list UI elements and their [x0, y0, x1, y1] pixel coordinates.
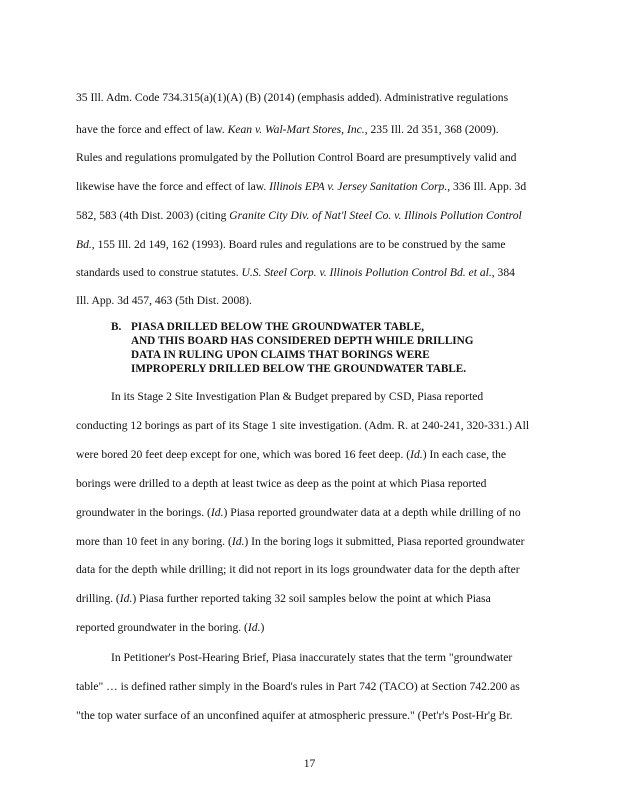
body-text-line [76, 680, 520, 694]
text-segment: drilling. ( [76, 592, 120, 605]
section-heading [111, 320, 424, 334]
body-text-line [76, 592, 491, 606]
body-text-line [76, 180, 526, 194]
text-segment: 155 Ill. 2d 149, 162 (1993). Board rules and regulations are to be construed by the same [97, 238, 506, 251]
page-number: 17 [303, 757, 316, 770]
text-segment: conducting 12 borings as part of its Stage 1 site investigation. (Adm. R. at 240-241, 320-331.) All [76, 419, 530, 432]
case-citation: Kean v. Wal-Mart Stores, Inc. [227, 123, 365, 136]
case-citation: Illinois EPA v. Jersey Sanitation Corp. [269, 180, 448, 193]
id-citation: Id. [247, 621, 261, 634]
body-text-line [76, 506, 521, 520]
text-segment: standards used to construe statutes. [76, 266, 239, 279]
id-citation: Id. [410, 448, 423, 461]
heading-line: PIASA DRILLED BELOW THE GROUNDWATER TABLE, [131, 321, 425, 333]
text-segment: reported groundwater in the boring. ( [76, 621, 248, 634]
text-segment: Rules and regulations promulgated by the Pollution Control Board are presumptively valid and [76, 151, 517, 164]
text-segment: ) Piasa reported groundwater data at a depth while drilling of no [223, 506, 521, 519]
body-text-line [76, 151, 516, 165]
body-text-line [111, 651, 512, 665]
case-citation: U.S. Steel Corp. v. Illinois Pollution Control Bd. et al. [241, 266, 492, 279]
body-text-line [76, 477, 486, 491]
text-segment: data for the depth while drilling; it did not report in its logs groundwater data for the depth after [76, 563, 520, 576]
id-citation: Id. [231, 535, 245, 548]
text-segment: likewise have the force and effect of law. [76, 180, 267, 193]
body-text-line [76, 563, 520, 577]
section-heading-line [131, 348, 430, 362]
text-segment: In Petitioner's Post-Hearing Brief, Piasa inaccurately states that the term "groundwater [111, 651, 513, 664]
text-segment: In its Stage 2 Site Investigation Plan & Budget prepared by CSD, Piasa reported [111, 390, 484, 403]
section-heading-line [131, 334, 473, 348]
text-segment: ) Piasa further reported taking 32 soil samples below the point at which Piasa [132, 592, 491, 605]
text-segment: , 235 Ill. 2d 351, 368 (2009). [364, 123, 499, 136]
text-segment: ) [260, 621, 265, 634]
body-text-line [76, 535, 525, 549]
body-text-line [76, 209, 522, 223]
heading-line: IMPROPERLY DRILLED BELOW THE GROUNDWATER TABLE. [131, 363, 467, 375]
body-text-line [76, 621, 264, 635]
text-segment: table" … is defined rather simply in the Board's rules in Part 742 (TACO) at Section 742.200 as [76, 680, 520, 693]
text-segment: Ill. App. 3d 457, 463 (5th Dist. 2008). [76, 294, 252, 307]
body-text-line [76, 123, 499, 137]
body-text-line [76, 419, 529, 433]
text-segment: were bored 20 feet deep except for one, which was bored 16 feet deep. ( [76, 448, 411, 461]
text-segment: 582, 583 (4th Dist. 2003) (citing [76, 209, 227, 222]
body-text-line [76, 448, 506, 462]
text-segment: borings were drilled to a depth at least twice as deep as the point at which Piasa reported [76, 477, 487, 490]
text-segment: have the force and effect of law. [76, 123, 225, 136]
body-text-line [111, 390, 483, 404]
id-citation: Id. [119, 592, 133, 605]
body-text-line [76, 294, 252, 308]
text-segment: , 384 [491, 266, 515, 279]
text-segment: groundwater in the borings. ( [76, 506, 211, 519]
case-citation: Bd. [76, 238, 92, 251]
text-segment: , 336 Ill. App. 3d [447, 180, 527, 193]
heading-line: DATA IN RULING UPON CLAIMS THAT BORINGS WERE [131, 349, 430, 361]
text-segment: ) In each case, the [422, 448, 507, 461]
body-text-line [76, 91, 508, 105]
case-citation: Granite City Div. of Nat'l Steel Co. v. Illinois Pollution Control [229, 209, 522, 222]
text-segment: ) In the boring logs it submitted, Piasa reported groundwater [244, 535, 525, 548]
body-text-line [76, 266, 515, 280]
heading-line: AND THIS BOARD HAS CONSIDERED DEPTH WHILE DRILLING [131, 335, 474, 347]
body-text-line [76, 709, 513, 723]
id-citation: Id. [210, 506, 224, 519]
text-segment: 35 Ill. Adm. Code 734.315(a)(1)(A) (B) (2014) (emphasis added). Administrative regulations [76, 91, 509, 104]
text-segment: "the top water surface of an unconfined aquifer at atmospheric pressure." (Pet'r's Post-Hr'g Br. [76, 709, 513, 722]
text-segment: , [91, 238, 98, 251]
text-segment: more than 10 feet in any boring. ( [76, 535, 232, 548]
body-text-line [76, 238, 506, 252]
section-label: B. [111, 321, 122, 333]
section-heading-line [131, 362, 466, 376]
